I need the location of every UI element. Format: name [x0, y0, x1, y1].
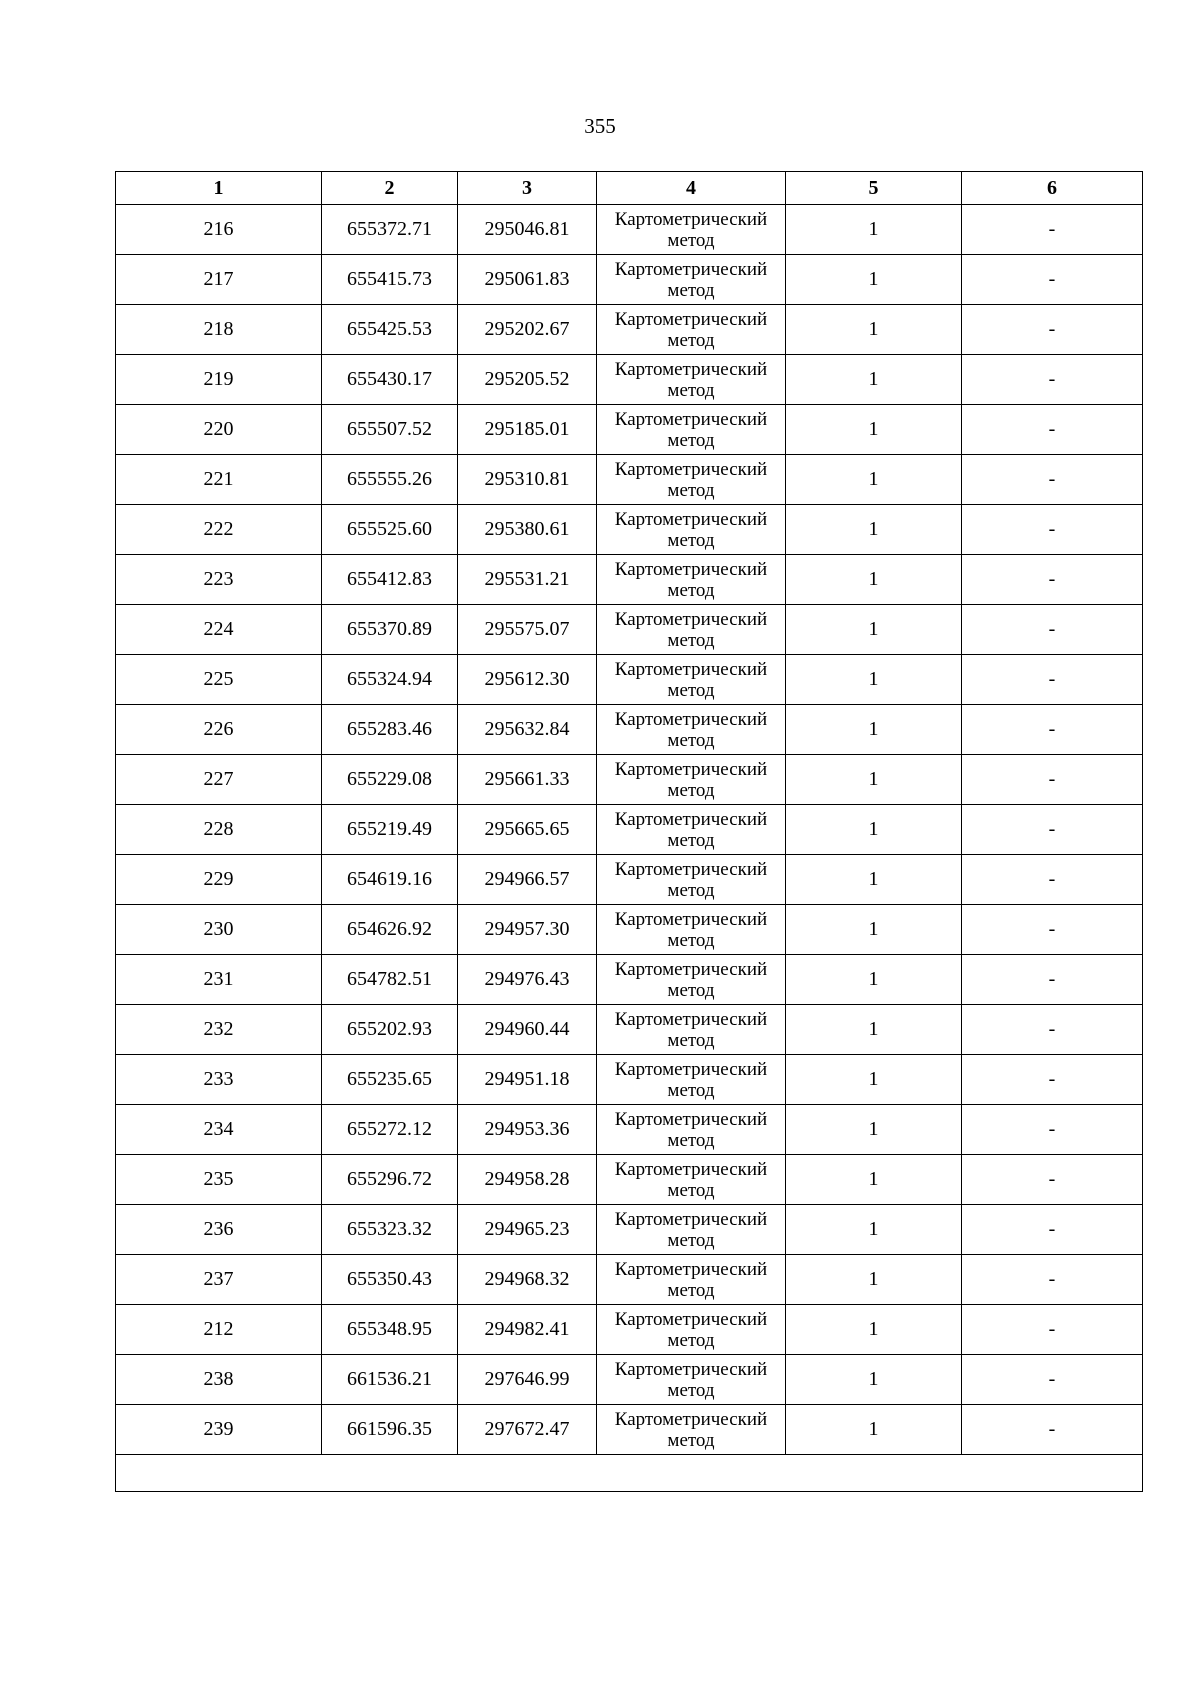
y-coordinate-cell: 297672.47 [458, 1405, 597, 1455]
x-coordinate-cell: 655202.93 [322, 1005, 458, 1055]
point-number-cell: 227 [116, 755, 322, 805]
y-coordinate-cell: 294965.23 [458, 1205, 597, 1255]
column-6-cell: - [962, 205, 1143, 255]
x-coordinate-cell: 661596.35 [322, 1405, 458, 1455]
column-5-cell: 1 [786, 505, 962, 555]
method-cell [597, 655, 786, 705]
method-line: метод [667, 529, 715, 551]
column-5-cell: 1 [786, 805, 962, 855]
x-coordinate-cell: 655283.46 [322, 705, 458, 755]
column-6-cell: - [962, 1105, 1143, 1155]
x-coordinate-cell: 655525.60 [322, 505, 458, 555]
table-row [116, 255, 1143, 305]
point-number-cell: 222 [116, 505, 322, 555]
method-line: Картометрический [614, 358, 768, 380]
point-number-cell: 230 [116, 905, 322, 955]
column-6-cell: - [962, 355, 1143, 405]
method-cell [597, 905, 786, 955]
column-6-cell: - [962, 1355, 1143, 1405]
x-coordinate-cell: 654619.16 [322, 855, 458, 905]
method-line: Картометрический [614, 1158, 768, 1180]
table-row [116, 205, 1143, 255]
table-row [116, 405, 1143, 455]
table-row [116, 1055, 1143, 1105]
method-cell [597, 1205, 786, 1255]
y-coordinate-cell: 295185.01 [458, 405, 597, 455]
method-line: метод [667, 679, 715, 701]
method-cell [597, 455, 786, 505]
column-header: 1 [116, 172, 322, 205]
y-coordinate-cell: 295380.61 [458, 505, 597, 555]
point-number-cell: 226 [116, 705, 322, 755]
table-row [116, 1105, 1143, 1155]
table-body [116, 205, 1143, 1455]
x-coordinate-cell: 655555.26 [322, 455, 458, 505]
table-empty-footer-row [116, 1455, 1143, 1492]
column-6-cell: - [962, 805, 1143, 855]
x-coordinate-cell: 655219.49 [322, 805, 458, 855]
method-line: метод [667, 379, 715, 401]
method-line: метод [667, 829, 715, 851]
method-line: метод [667, 429, 715, 451]
method-line: метод [667, 629, 715, 651]
method-line: метод [667, 479, 715, 501]
column-6-cell: - [962, 1205, 1143, 1255]
method-line: Картометрический [614, 1008, 768, 1030]
column-6-cell: - [962, 505, 1143, 555]
column-5-cell: 1 [786, 255, 962, 305]
method-line: Картометрический [614, 658, 768, 680]
method-cell [597, 1005, 786, 1055]
y-coordinate-cell: 295632.84 [458, 705, 597, 755]
point-number-cell: 237 [116, 1255, 322, 1305]
column-5-cell: 1 [786, 1055, 962, 1105]
y-coordinate-cell: 295575.07 [458, 605, 597, 655]
column-5-cell: 1 [786, 905, 962, 955]
method-cell [597, 955, 786, 1005]
method-line: Картометрический [614, 1208, 768, 1230]
x-coordinate-cell: 655348.95 [322, 1305, 458, 1355]
point-number-cell: 216 [116, 205, 322, 255]
column-5-cell: 1 [786, 355, 962, 405]
column-5-cell: 1 [786, 305, 962, 355]
x-coordinate-cell: 655323.32 [322, 1205, 458, 1255]
method-line: метод [667, 1129, 715, 1151]
y-coordinate-cell: 294966.57 [458, 855, 597, 905]
method-line: Картометрический [614, 958, 768, 980]
column-6-cell: - [962, 455, 1143, 505]
table-row [116, 355, 1143, 405]
method-line: метод [667, 1029, 715, 1051]
y-coordinate-cell: 295661.33 [458, 755, 597, 805]
table-row [116, 455, 1143, 505]
method-line: метод [667, 1229, 715, 1251]
method-line: Картометрический [614, 1108, 768, 1130]
y-coordinate-cell: 294957.30 [458, 905, 597, 955]
y-coordinate-cell: 294968.32 [458, 1255, 597, 1305]
method-line: метод [667, 1079, 715, 1101]
column-5-cell: 1 [786, 455, 962, 505]
point-number-cell: 234 [116, 1105, 322, 1155]
point-number-cell: 225 [116, 655, 322, 705]
method-line: Картометрический [614, 708, 768, 730]
method-cell [597, 405, 786, 455]
coordinates-table [115, 171, 1143, 1492]
table-row [116, 955, 1143, 1005]
y-coordinate-cell: 294976.43 [458, 955, 597, 1005]
column-6-cell: - [962, 305, 1143, 355]
table-row [116, 705, 1143, 755]
point-number-cell: 219 [116, 355, 322, 405]
point-number-cell: 228 [116, 805, 322, 855]
table-header-row [116, 172, 1143, 205]
column-6-cell: - [962, 605, 1143, 655]
method-line: Картометрический [614, 1058, 768, 1080]
x-coordinate-cell: 654782.51 [322, 955, 458, 1005]
table-row [116, 805, 1143, 855]
method-line: метод [667, 1379, 715, 1401]
point-number-cell: 238 [116, 1355, 322, 1405]
column-6-cell: - [962, 1155, 1143, 1205]
y-coordinate-cell: 295205.52 [458, 355, 597, 405]
column-5-cell: 1 [786, 955, 962, 1005]
method-line: метод [667, 879, 715, 901]
column-header: 5 [786, 172, 962, 205]
column-5-cell: 1 [786, 655, 962, 705]
column-6-cell: - [962, 705, 1143, 755]
method-line: метод [667, 279, 715, 301]
column-5-cell: 1 [786, 855, 962, 905]
point-number-cell: 218 [116, 305, 322, 355]
point-number-cell: 217 [116, 255, 322, 305]
table-row [116, 1155, 1143, 1205]
y-coordinate-cell: 295202.67 [458, 305, 597, 355]
column-5-cell: 1 [786, 1005, 962, 1055]
x-coordinate-cell: 655425.53 [322, 305, 458, 355]
x-coordinate-cell: 655350.43 [322, 1255, 458, 1305]
x-coordinate-cell: 655324.94 [322, 655, 458, 705]
column-header: 4 [597, 172, 786, 205]
y-coordinate-cell: 295061.83 [458, 255, 597, 305]
method-line: метод [667, 1279, 715, 1301]
table-row [116, 505, 1143, 555]
point-number-cell: 221 [116, 455, 322, 505]
method-cell [597, 505, 786, 555]
y-coordinate-cell: 295310.81 [458, 455, 597, 505]
x-coordinate-cell: 654626.92 [322, 905, 458, 955]
x-coordinate-cell: 655370.89 [322, 605, 458, 655]
method-cell [597, 355, 786, 405]
method-cell [597, 205, 786, 255]
method-line: Картометрический [614, 608, 768, 630]
column-6-cell: - [962, 255, 1143, 305]
method-cell [597, 305, 786, 355]
point-number-cell: 239 [116, 1405, 322, 1455]
y-coordinate-cell: 294982.41 [458, 1305, 597, 1355]
column-6-cell: - [962, 405, 1143, 455]
method-cell [597, 1255, 786, 1305]
y-coordinate-cell: 294958.28 [458, 1155, 597, 1205]
y-coordinate-cell: 294951.18 [458, 1055, 597, 1105]
column-6-cell: - [962, 1405, 1143, 1455]
table-row [116, 855, 1143, 905]
method-cell [597, 1055, 786, 1105]
column-6-cell: - [962, 905, 1143, 955]
y-coordinate-cell: 294953.36 [458, 1105, 597, 1155]
column-6-cell: - [962, 555, 1143, 605]
method-line: Картометрический [614, 558, 768, 580]
x-coordinate-cell: 655415.73 [322, 255, 458, 305]
method-line: Картометрический [614, 458, 768, 480]
method-line: Картометрический [614, 1408, 768, 1430]
method-line: Картометрический [614, 1258, 768, 1280]
method-cell [597, 805, 786, 855]
column-6-cell: - [962, 1305, 1143, 1355]
method-line: Картометрический [614, 808, 768, 830]
y-coordinate-cell: 295665.65 [458, 805, 597, 855]
method-cell [597, 705, 786, 755]
table-row [116, 1005, 1143, 1055]
column-6-cell: - [962, 1255, 1143, 1305]
method-line: Картометрический [614, 758, 768, 780]
column-5-cell: 1 [786, 1155, 962, 1205]
point-number-cell: 232 [116, 1005, 322, 1055]
table-row [116, 305, 1143, 355]
column-5-cell: 1 [786, 555, 962, 605]
x-coordinate-cell: 655412.83 [322, 555, 458, 605]
method-line: Картометрический [614, 308, 768, 330]
y-coordinate-cell: 295612.30 [458, 655, 597, 705]
empty-cell [116, 1455, 1143, 1492]
table-row [116, 755, 1143, 805]
method-cell [597, 605, 786, 655]
column-5-cell: 1 [786, 1205, 962, 1255]
column-header: 6 [962, 172, 1143, 205]
column-5-cell: 1 [786, 1105, 962, 1155]
column-6-cell: - [962, 1055, 1143, 1105]
method-line: Картометрический [614, 408, 768, 430]
method-line: Картометрический [614, 208, 768, 230]
y-coordinate-cell: 295531.21 [458, 555, 597, 605]
x-coordinate-cell: 655296.72 [322, 1155, 458, 1205]
column-5-cell: 1 [786, 205, 962, 255]
method-cell [597, 755, 786, 805]
method-line: метод [667, 1179, 715, 1201]
method-cell [597, 1105, 786, 1155]
table-row [116, 1405, 1143, 1455]
method-line: Картометрический [614, 1358, 768, 1380]
point-number-cell: 229 [116, 855, 322, 905]
method-cell [597, 1305, 786, 1355]
x-coordinate-cell: 655272.12 [322, 1105, 458, 1155]
column-header: 2 [322, 172, 458, 205]
column-5-cell: 1 [786, 705, 962, 755]
table-row [116, 1255, 1143, 1305]
table-row [116, 1205, 1143, 1255]
table-row [116, 1305, 1143, 1355]
y-coordinate-cell: 294960.44 [458, 1005, 597, 1055]
method-cell [597, 555, 786, 605]
table-row [116, 605, 1143, 655]
method-cell [597, 1355, 786, 1405]
column-5-cell: 1 [786, 1305, 962, 1355]
column-5-cell: 1 [786, 1255, 962, 1305]
table-row [116, 655, 1143, 705]
column-header: 3 [458, 172, 597, 205]
x-coordinate-cell: 655229.08 [322, 755, 458, 805]
column-5-cell: 1 [786, 1405, 962, 1455]
table-row [116, 905, 1143, 955]
point-number-cell: 233 [116, 1055, 322, 1105]
x-coordinate-cell: 655507.52 [322, 405, 458, 455]
method-line: метод [667, 1329, 715, 1351]
method-line: метод [667, 929, 715, 951]
table-row [116, 555, 1143, 605]
column-6-cell: - [962, 755, 1143, 805]
x-coordinate-cell: 655372.71 [322, 205, 458, 255]
method-line: метод [667, 779, 715, 801]
method-line: метод [667, 329, 715, 351]
method-line: метод [667, 1429, 715, 1451]
method-line: Картометрический [614, 508, 768, 530]
point-number-cell: 236 [116, 1205, 322, 1255]
method-line: Картометрический [614, 908, 768, 930]
point-number-cell: 223 [116, 555, 322, 605]
column-5-cell: 1 [786, 405, 962, 455]
method-line: метод [667, 729, 715, 751]
y-coordinate-cell: 295046.81 [458, 205, 597, 255]
column-5-cell: 1 [786, 755, 962, 805]
method-cell [597, 855, 786, 905]
page-number: 355 [584, 114, 616, 138]
method-cell [597, 1155, 786, 1205]
x-coordinate-cell: 661536.21 [322, 1355, 458, 1405]
method-line: Картометрический [614, 258, 768, 280]
method-cell [597, 255, 786, 305]
column-6-cell: - [962, 1005, 1143, 1055]
point-number-cell: 212 [116, 1305, 322, 1355]
method-cell [597, 1405, 786, 1455]
point-number-cell: 220 [116, 405, 322, 455]
column-5-cell: 1 [786, 605, 962, 655]
x-coordinate-cell: 655235.65 [322, 1055, 458, 1105]
x-coordinate-cell: 655430.17 [322, 355, 458, 405]
point-number-cell: 235 [116, 1155, 322, 1205]
column-5-cell: 1 [786, 1355, 962, 1405]
column-6-cell: - [962, 955, 1143, 1005]
method-line: Картометрический [614, 1308, 768, 1330]
y-coordinate-cell: 297646.99 [458, 1355, 597, 1405]
point-number-cell: 224 [116, 605, 322, 655]
point-number-cell: 231 [116, 955, 322, 1005]
method-line: метод [667, 229, 715, 251]
method-line: метод [667, 979, 715, 1001]
method-line: Картометрический [614, 858, 768, 880]
column-6-cell: - [962, 655, 1143, 705]
column-6-cell: - [962, 855, 1143, 905]
method-line: метод [667, 579, 715, 601]
table-row [116, 1355, 1143, 1405]
